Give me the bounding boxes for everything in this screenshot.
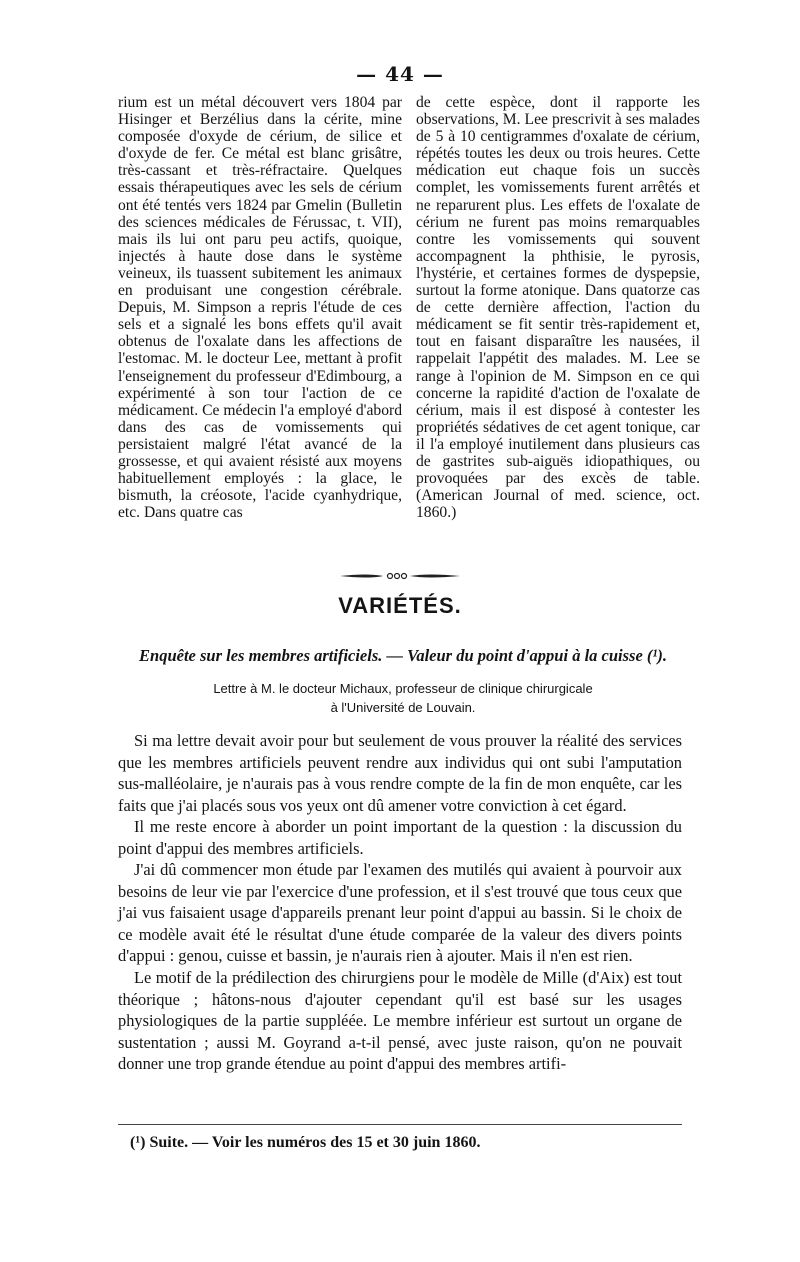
ornamental-divider: [338, 570, 462, 582]
right-column: [416, 94, 700, 521]
section-title: VARIÉTÉS.: [338, 593, 462, 618]
article-paragraph: Il me reste encore à aborder un point important de la question : la discussion du point d'appui des membres artificiels.: [118, 817, 682, 858]
article-paragraph: J'ai dû commencer mon étude par l'examen des mutilés qui avaient à pourvoir aux besoins de leur vie par l'exercice d'une profession, et il s'est trouvé que tous ceux que j'ai vus faisaient usage d'appareils prenant leur point d'appui au bassin. Si le choix de ce modèle avait été le résultat d'une étude comparée de la valeur des divers points d'appui : genou, cuisse et bassin, je n'aurais rien à ajouter. Mais il n'en est rien.: [118, 860, 682, 966]
article-title: Enquête sur les membres artificiels. — Valeur du point d'appui à la cuisse (¹).: [139, 646, 667, 665]
article-paragraph: Le motif de la prédilection des chirurgiens pour le modèle de Mille (d'Aix) est tout théorique ; hâtons-nous d'ajouter cependant qu'il est basé sur les usages physiologiques de la partie suppléée. Le membre inférieur est surtout un organe de sustentation ; aussi M. Goyrand a-t-il pensé, avec juste raison, qu'on ne pouvait donner une trop grande étendue au point d'appui des membres artifi-: [118, 968, 682, 1074]
article-body: [118, 730, 682, 1075]
left-column: [118, 94, 402, 521]
letter-header: [118, 679, 688, 717]
left-column-text: rium est un métal découvert vers 1804 par Hisinger et Berzélius dans la cérite, mine composée d'oxyde de cérium, de silice et d'oxyde de fer. Ce métal est blanc grisâtre, très-cassant et très-réfractaire. Quelques essais thérapeutiques avec les sels de cérium ont été tentés vers 1824 par Gmelin (Bulletin des sciences médicales de Férussac, t. VII), mais ils lui ont paru peu actifs, quoique, injectés à haute dose dans le système veineux, ils tuassent subitement les animaux en produisant une congestion cérébrale. Depuis, M. Simpson a repris l'étude de ces sels et a signalé les bons effets qu'il avait obtenus de l'oxalate dans les affections de l'estomac. M. le docteur Lee, mettant à profit l'enseignement du professeur d'Edimbourg, a expérimenté à son tour l'action de ce médicament. Ce médecin l'a employé d'abord dans des cas de vomissements qui persistaient malgré l'état avancé de la grossesse, et qui avaient résisté aux moyens habituellement employés : la glace, le bismuth, la créosote, l'acide cyanhydrique, etc. Dans quatre cas: [118, 94, 402, 522]
footnote: (¹) Suite. — Voir les numéros des 15 et 30 juin 1860.: [130, 1134, 481, 1151]
article-paragraph: Si ma lettre devait avoir pour but seulement de vous prouver la réalité des services que les membres artificiels peuvent rendre aux individus qui ont subi l'amputation sus-malléolaire, je n'aurais pas à vous rendre compte de la fin de mon enquête, car les faits que j'ai placés sous vos yeux ont dû amener votre conviction à cet égard.: [118, 731, 682, 815]
letter-header-line: à l'Université de Louvain.: [330, 700, 476, 715]
letter-header-line: Lettre à M. le docteur Michaux, professeur de clinique chirurgicale: [213, 681, 593, 696]
page-number: — 44 —: [356, 62, 444, 86]
footnote-divider: [118, 1124, 682, 1125]
right-column-text: de cette espèce, dont il rapporte les observations, M. Lee prescrivit à ses malades de 5 à 10 centigrammes d'oxalate de cérium, répétés toutes les deux ou trois heures. Cette médication eut chaque fois un succès complet, les vomissements furent arrêtés et ne reparurent plus. Les effets de l'oxalate de cérium ne furent pas moins remarquables contre les vomissements qui souvent accompagnent la phthisie, le pyrosis, l'hystérie, et certaines formes de dyspepsie, surtout la forme atonique. Dans quatorze cas de cette dernière affection, l'action du médicament se fit sentir très-rapidement et, tout en faisant disparaître les nausées, il rappelait l'appétit des malades. M. Lee se range à l'opinion de M. Simpson en ce qui concerne la rapidité d'action de l'oxalate de cérium, mais il est disposé à contester les propriétés sédatives de cet agent tonique, car il l'a employé inutilement dans plusieurs cas de gastrites sub-aiguës idiopathiques, ou provoquées par des excès de table. (American Journal of med. science, oct. 1860.): [416, 94, 700, 522]
